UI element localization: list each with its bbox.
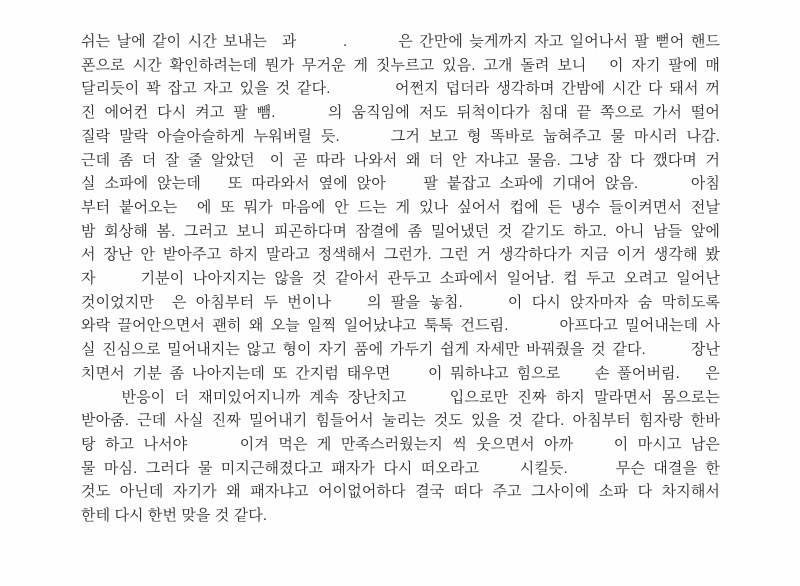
text-line [81, 196, 720, 220]
text-run: 아프다고 밀어내는데 사 [559, 317, 720, 335]
text-run: 장난 [690, 341, 720, 359]
text-line [81, 54, 720, 78]
redacted-name-gap [646, 353, 691, 354]
redacted-name-gap [347, 45, 398, 46]
redacted-name-gap [267, 45, 282, 46]
redacted-name-gap [680, 377, 706, 378]
text-run: 실 진심으로 밀어내지는 않고 형이 자기 품에 가두기 쉽게 자세만 바꿔줬을 것 같다. [81, 341, 646, 359]
text-run: 이 곧 따라 나와서 왜 더 안 자냐고 물음. 그냥 잠 다 깼다며 거 [269, 151, 720, 169]
text-run: 것도 아닌데 자기가 왜 패자냐고 어이없어하다 결국 떠다 주고 그사이에 소파 다 차지해서 [81, 483, 720, 501]
text-run: 기분이 나아지지는 않을 것 같아서 관두고 소파에서 일어남. 컵 두고 오려고 일어난 [140, 270, 720, 288]
text-run: 실 소파에 앉는데 [81, 175, 201, 193]
redacted-name-gap [255, 164, 270, 165]
text-line [81, 125, 720, 149]
text-run: 자 [81, 270, 96, 288]
redacted-name-gap [81, 401, 122, 402]
text-run: 무슨 대결을 한 [615, 459, 721, 477]
text-line [81, 362, 720, 386]
text-line [81, 101, 720, 125]
redacted-name-gap [331, 92, 396, 93]
redacted-name-gap [587, 69, 610, 70]
text-run: 달리듯이 꽉 잡고 자고 있을 것 같다. [81, 80, 331, 98]
text-line [81, 409, 720, 433]
text-run: 아침 [690, 175, 720, 193]
text-run: 질락 말락 아슬아슬하게 누워버릴 듯. [81, 127, 340, 145]
text-line [81, 457, 720, 481]
text-run: 어쩐지 덥더라 생각하며 간밤에 시간 다 돼서 꺼 [395, 80, 720, 98]
redacted-name-gap [638, 187, 691, 188]
text-run: 반응이 더 재미있어지니까 계속 장난치고 [121, 388, 407, 406]
text-run: 밤 회상해 봄. 그러고 보니 피곤하다며 잠결에 좀 밀어냈던 것 같기도 하고. 아니 남들 앞에 [81, 222, 720, 240]
text-run: 근데 좀 더 잘 줄 알았던 [81, 151, 255, 169]
redacted-name-gap [573, 448, 614, 449]
redacted-name-gap [96, 282, 141, 283]
text-run: 치면서 기분 좀 나아지는데 또 간지럼 태우면 [81, 364, 391, 382]
text-run: 은 간만에 늦게까지 자고 일어나서 팔 뻗어 핸드 [398, 33, 720, 50]
text-run: 입으로만 진짜 하지 말라면서 몸으로는 [449, 388, 720, 406]
text-run: 이 마시고 남은 [613, 435, 720, 453]
text-run: 물 마심. 그러다 물 미지근해졌다고 패자가 다시 떠오라고 [81, 459, 480, 477]
text-run: 탕 하고 나서야 [81, 435, 188, 453]
redacted-name-gap [340, 140, 391, 141]
text-line [81, 504, 720, 528]
redacted-name-gap [560, 377, 595, 378]
text-run: 와락 끌어안으면서 괜히 왜 오늘 일찍 일어났냐고 툭툭 건드림. [81, 317, 509, 335]
redacted-name-gap [386, 187, 424, 188]
text-line [81, 291, 720, 315]
text-run: 진 에어컨 다시 켜고 팔 뺌. [81, 104, 276, 122]
text-run: 쉬는 날에 같이 시간 보내는 [81, 33, 267, 50]
text-line [81, 386, 720, 410]
text-line [81, 149, 720, 173]
text-line [81, 77, 720, 101]
text-line [81, 433, 720, 457]
redacted-name-gap [297, 45, 344, 46]
redacted-name-gap [406, 401, 450, 402]
text-line [81, 314, 720, 338]
text-line [81, 30, 720, 54]
text-run: 부터 붙어오는 [81, 198, 178, 216]
text-run: 과 [281, 33, 297, 50]
text-run: 손 풀어버림. [594, 364, 680, 382]
text-run: 팔 붙잡고 소파에 기대어 앉음. [423, 175, 639, 193]
redacted-name-gap [154, 306, 172, 307]
text-body [81, 30, 720, 528]
text-run: 은 아침부터 두 번이나 [171, 293, 332, 311]
redacted-name-gap [568, 472, 616, 473]
redacted-name-gap [331, 306, 367, 307]
text-line [81, 172, 720, 196]
text-line [81, 338, 720, 362]
text-run: 시킬듯. [519, 459, 568, 477]
redacted-name-gap [177, 211, 197, 212]
text-run: 의 움직임에 저도 뒤척이다가 침대 끝 쪽으로 가서 떨어 [328, 104, 720, 122]
text-line [81, 220, 720, 244]
text-run: 이 다시 앉자마자 숨 막히도록 [507, 293, 720, 311]
redacted-name-gap [187, 448, 240, 449]
text-run: 이 뭐하냐고 힘으로 [428, 364, 561, 382]
redacted-name-gap [508, 329, 559, 330]
redacted-name-gap [463, 306, 508, 307]
redacted-name-gap [276, 116, 329, 117]
text-run: 이 자기 팔에 매 [609, 56, 720, 74]
text-run: 폰으로 시간 확인하려는데 뭔가 무거운 게 짓누르고 있음. 고개 돌려 보니 [81, 56, 587, 74]
redacted-name-gap [201, 187, 228, 188]
text-run: 서 장난 안 받아주고 하지 말라고 정색해서 그런가. 그런 거 생각하다가 지금 이거 생각해 봤 [81, 246, 720, 264]
text-run: 그거 보고 형 똑바로 눕혀주고 물 마시러 나감. [390, 127, 720, 145]
text-run: . [343, 33, 348, 50]
redacted-name-gap [391, 377, 429, 378]
text-run: 이겨 먹은 게 만족스러웠는지 씩 웃으면서 아까 [239, 435, 574, 453]
text-run: 받아줌. 근데 사실 진짜 밀어내기 힘들어서 눌리는 것도 있을 것 같다. 아침부터 힘자랑 한바 [81, 412, 720, 430]
text-run: 것이었지만 [81, 293, 154, 311]
text-run: 은 [705, 364, 720, 382]
text-run: 한테 다시 한번 맞을 것 같다. [81, 507, 268, 525]
text-run: 에 또 뭐가 마음에 안 드는 게 있나 싶어서 컵에 든 냉수 들이켜면서 전날 [196, 198, 720, 216]
text-run: 또 따라와서 옆에 앉아 [227, 175, 386, 193]
text-line [81, 243, 720, 267]
text-line [81, 480, 720, 504]
text-line [81, 267, 720, 291]
text-run: 의 팔을 놓침. [367, 293, 463, 311]
redacted-name-gap [479, 472, 520, 473]
